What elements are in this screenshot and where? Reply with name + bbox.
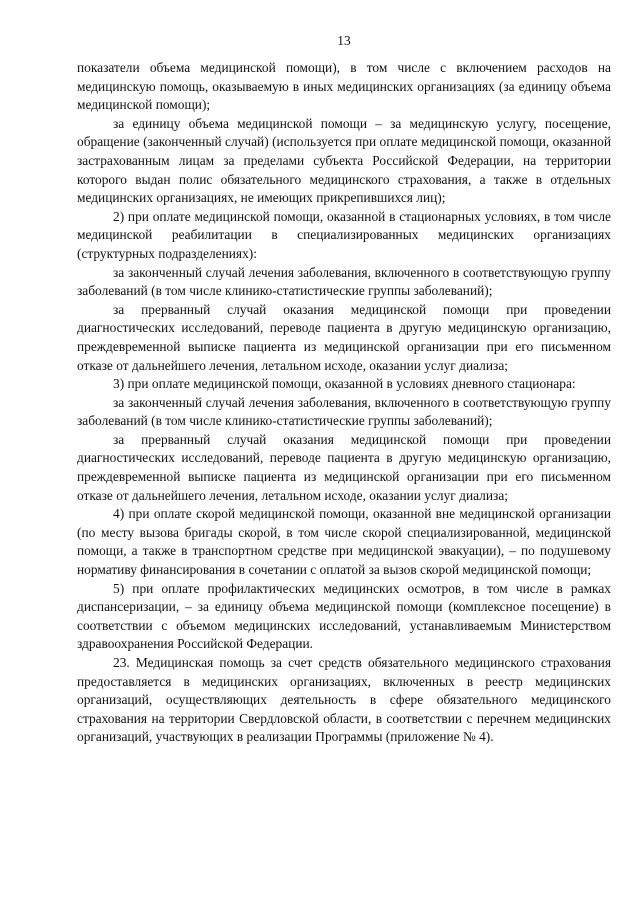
paragraph-item-5-preventive: 5) при оплате профилактических медицинских осмотров, в том числе в рамках диспансеризации, – за единицу объема медицинской помощи (комплексное посещение) в соответствии с объемом медицинских исследований, устанавливаемым Министерством здравоохранения Российской Федерации. [77,580,611,652]
paragraph-completed-case-inpatient: за законченный случай лечения заболевания, включенного в соответствующую группу заболеваний (в том числе клинико-статистические группы заболеваний); [77,264,611,299]
document-body [77,59,611,747]
paragraph-completed-case-day-hospital: за законченный случай лечения заболевания, включенного в соответствующую группу заболеваний (в том числе клинико-статистические группы заболеваний); [77,394,611,429]
paragraph-item-3-day-hospital: 3) при оплате медицинской помощи, оказанной в условиях дневного стационара: [113,376,576,392]
paragraph-23-oms: 23. Медицинская помощь за счет средств обязательного медицинского страхования предоставляется в медицинских организациях, включенных в реестр медицинских организаций, осуществляющих деятельность в сфере обязательного медицинского страхования на территории Свердловской области, в соответствии с перечнем медицинских организаций, участвующих в реализации Программы (приложение № 4). [77,655,611,745]
paragraph-per-unit-volume: за единицу объема медицинской помощи – за медицинскую услугу, посещение, обращение (законченный случай) (используется при оплате медицинской помощи, оказанной застрахованным лицам за пределами субъекта Российской Федерации, на территории которого выдан полис обязательного медицинского страхования, а также в отдельных медицинских организациях, не имеющих прикрепившихся лиц); [77,115,611,206]
paragraph-item-2-inpatient: 2) при оплате медицинской помощи, оказанной в стационарных условиях, в том числе медицинской реабилитации в специализированных медицинских организациях (структурных подразделениях): [77,208,611,261]
page-number: 13 [337,33,351,48]
paragraph-interrupted-case-day-hospital: за прерванный случай оказания медицинской помощи при проведении диагностических исследований, переводе пациента в другую медицинскую организацию, преждевременной выписке пациента из медицинской организации при его письменном отказе от дальнейшего лечения, летальном исходе, оказании услуг диализа; [77,431,611,503]
paragraph-item-4-emergency: 4) при оплате скорой медицинской помощи, оказанной вне медицинской организации (по месту вызова бригады скорой, в том числе скорой специализированной, медицинской помощи, а также в транспортном средстве при медицинской эвакуации), – по подушевому нормативу финансирования в сочетании с оплатой за вызов скорой медицинской помощи; [77,506,611,578]
paragraph-interrupted-case-inpatient: за прерванный случай оказания медицинской помощи при проведении диагностических исследований, переводе пациента в другую медицинскую организацию, преждевременной выписке пациента из медицинской организации при его письменном отказе от дальнейшего лечения, летальном исходе, оказании услуг диализа; [77,301,611,373]
paragraph-continuation: показатели объема медицинской помощи), в том числе с включением расходов на медицинскую помощь, оказываемую в иных медицинских организациях (за единицу объема медицинской помощи); [77,60,611,113]
